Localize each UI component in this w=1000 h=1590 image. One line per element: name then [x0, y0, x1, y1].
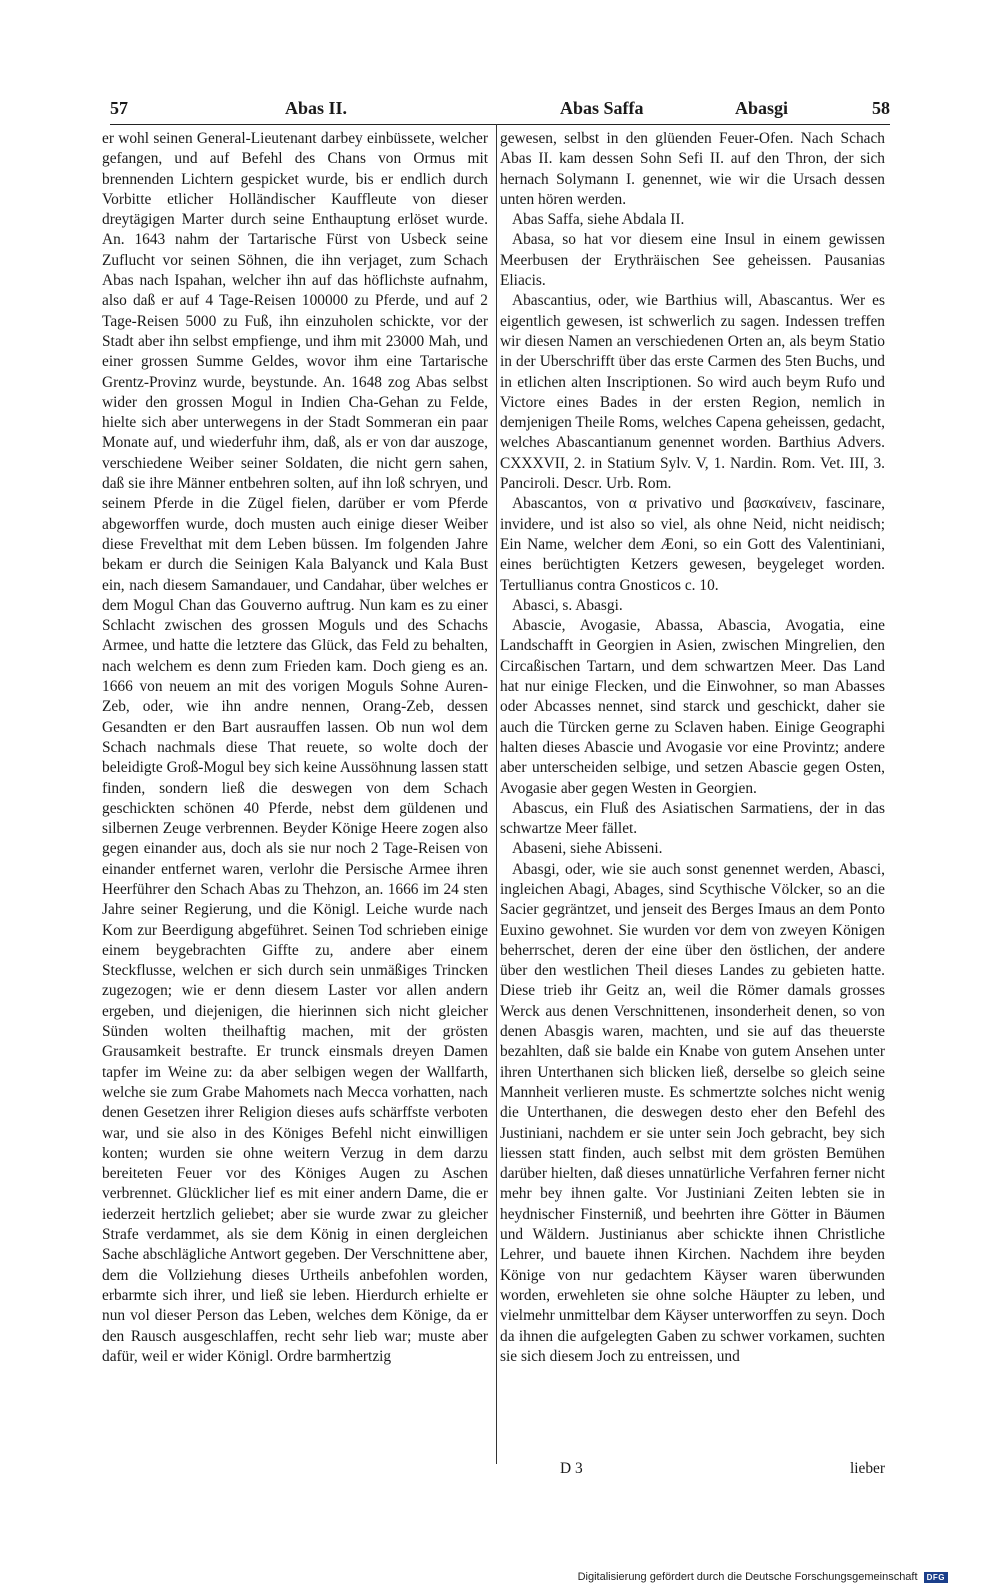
- entry-abaseni: Abaseni, siehe Abisseni.: [512, 840, 663, 858]
- right-column-paragraph: gewesen, selbst in den glüenden Feuer-Ofen. Nach Schach Abas II. kam dessen Sohn Sefi II. auf den Thron, der sich hernach Solymann I. genennet, wie wir die Ursach dessen unten hören werden.: [500, 130, 885, 208]
- running-header: [110, 98, 890, 124]
- entry-abas-saffa: Abas Saffa, siehe Abdala II.: [512, 211, 685, 229]
- column-divider: [496, 124, 497, 1464]
- header-title-center: Abas Saffa: [560, 98, 644, 118]
- entry-abascantos: Abascantos, von α privativo und βασκαίνειν, fascinare, invidere, und ist also so viel, als ohne Neid, nicht neidisch; Ein Name, welcher dem Æoni, so ein Gott des Valentiniani, eines berüchtigten Ketzers gewesen, beygeleget worden. Tertullianus contra Gnosticos c. 10.: [500, 495, 885, 594]
- entry-abasa: Abasa, so hat vor diesem eine Insul in einem gewissen Meerbusen der Erythräischen See geheissen. Pausanias Eliacis.: [500, 231, 885, 290]
- header-title-right: Abasgi: [735, 98, 789, 118]
- page-number-left: 57: [110, 98, 128, 118]
- header-title-left: Abas II.: [285, 98, 348, 118]
- signature-mark: D 3: [560, 1460, 583, 1477]
- dfg-logo: DFG: [924, 1572, 948, 1583]
- left-column-paragraph: er wohl seinen General-Lieutenant darbey einbüssete, welcher gefangen, und auf Befehl des Chans von Ormus mit brennenden Lichtern gespicket wurde, bis er endlich durch Vorbitte etlicher Holländischer Kauffleute von dieser dreytägigen Marter durch seine Enthauptung erlöset wurde. An. 1643 nahm der Tartarische Fürst von Usbeck seine Zuflucht vor seinen Söhnen, die ihn verjaget, zum Schach Abas nach Ispahan, welcher ihn auf das höflichste aufnahm, also daß er auf 4 Tage-Reisen 100000 zu Pferde, und auf 2 Tage-Reisen 5000 zu Fuß, ihn einzuholen schickte, vor der Stadt aber ihn selbst empfienge, und ihm mit 23000 Mah, und einer grossen Summe Geldes, wovor ihm eine Tartarische Grentz-Provinz wurde, beystunde. An. 1648 zog Abas selbst wider den grossen Mogul in Indien Cha-Gehan zu Felde, hielte sich aber unterwegens in der Stadt Sommeran ein paar Monate auf, und wiederfuhr ihm, daß, als er von dar auszoge, verschiedene Weiber seiner Soldaten, die nicht gern sahen, daß sie ihre Männer entbehren solten, auf ihn loß schryen, und seinem Pferde in die Zügel fielen, darüber er vom Pferde abgeworffen wurde, doch musten auch einige dieser Weiber diese Frevelthat mit dem Leben büssen. Im folgenden Jahre bekam er durch die Seinigen Kala Balyanck und Kala Bust ein, nach diesem Samandauer, und Candahar, über welches er dem Mogul Chan das Gouverno auftrug. Nun kam es zu einer Schlacht zwischen des grossen Moguls und des Schachs Armee, und hatte die letztere das Glück, das Feld zu behalten, nach welchem es denn zum Frieden kam. Doch gieng es an. 1666 von neuem an mit des vorigen Moguls Sohne Auren-Zeb, oder, wie ihn andre nennen, Orang-Zeb, dessen Gesandten er den Bart ausrauffen lassen. Ob nun wol dem Schach nachmals diese That reuete, so wolte doch der beleidigte Groß-Mogul bey sich keine Aussöhnung lassen statt finden, sondern ließ die deswegen von dem Schach geschickten schönen 40 Pferde, nebst dem güldenen und silbernen Zeuge verbrennen. Beyder Könige Heere zogen also gegen einander aus, doch als sie nur noch 2 Tage-Reisen von einander entfernet waren, verlohr die Persische Armee ihren Heerführer den Schach Abas zu Thehzon, an. 1666 im 24 sten Jahre seiner Regierung, und die Königl. Leiche wurde nach Kom zur Beerdigung abgeführet. Seinen Tod schrieben einige einem beygebrachten Giffte zu, andere aber einem Steckflusse, welchen er sich durch sein unmäßiges Trincken zugezogen; wie er denn diesem Laster vor allen andern ergeben, und diejenigen, die hierinnen sich nicht gleicher Sünden wolten theilhaftig machen, mit der grösten Grausamkeit bestrafte. Er trunck einsmals dreyen Damen tapfer im Weine zu: da aber selbigen wegen der Wallfarth, welche sie zum Grabe Mahomets nach Mecca vorhatten, nach denen Gesetzen ihrer Religion dieses aufs schärffste verboten war, und sie also in des Königes Befehl nicht einwilligen konten; wurden sie ohne weitern Verzug in dem darzu bereiteten Feuer vor des Königes Augen zu Aschen verbrennet. Glücklicher lief es mit einer andern Dame, die er iederzeit hertzlich geliebet; aber sie wurde zwar zu gleicher Strafe verdammet, als sie dem König in einen dergleichen Sache abschlägliche Antwort gegeben. Der Verschnittene aber, dem die Vollziehung dieses Urtheils anbefohlen worden, erbarmte sich ihrer, und ließ sie leben. Hierdurch erhielte er nun vol dieser Person das Leben, welches dem Könige, da er den Rausch ausgeschlaffen, recht sehr lieb war; muste aber dafür, weil er wider Königl. Ordre barmhertzig: [102, 130, 488, 1365]
- entry-abasgi: Abasgi, oder, wie sie auch sonst genennet werden, Abasci, ingleichen Abagi, Abages, sind Scythische Völcker, so an die Sacier gegräntzet, und jenseit des Berges Imaus an dem Ponto Euxino gewohnet. Sie wurden vor dem von zweyen Königen beherrschet, deren der eine über den östlichen, der andere über den westlichen Theil dieses Landes zu gebieten hatte. Diese trieb ihr Geitz an, weil die Römer damals grosses Werck aus denen Verschnittenen, insonderheit denen, so von denen Abasgis waren, machten, und sie auf das theuerste bezahlten, daß sie balde ein Knabe von gutem Ansehen unter ihren Unterthanen sich blicken ließ, derselbe so gleich seine Mannheit verlieren muste. Es schmertzte solches nicht wenig die Unterthanen, die deswegen desto eher den Befehl des Justiniani, nachdem er sie unter sein Joch gebracht, bey sich liessen statt finden, auch selbst mit dem grösten Bemühen darüber hielten, daß dieses unnatürliche Verfahren ferner nicht mehr bey ihnen galte. Vor Justiniani Zeiten lebten sie in heydnischer Finsterniß, und beehrten ihre Götter in Bäumen und Wäldern. Justinianus aber schickte ihnen Christliche Lehrer, und bauete ihnen Kirchen. Nachdem ihre beyden Könige von nur gedachtem Käyser waren überwunden worden, erwehleten sie ohne solche Häupter zu leben, und vielmehr unmittelbar dem Käyser unterworffen zu seyn. Doch da ihnen die aufgelegten Gaben zu schwer vorkamen, suchten sie sich diesem Joch zu entreissen, und: [500, 860, 885, 1365]
- catchword: lieber: [849, 1460, 885, 1477]
- header-rule: [110, 124, 890, 125]
- entry-abascus: Abascus, ein Fluß des Asiatischen Sarmatiens, der in das schwartze Meer fället.: [500, 799, 885, 838]
- credit-text: Digitalisierung gefördert durch die Deutsche Forschungsgemeinschaft: [577, 1571, 918, 1583]
- right-column: [500, 129, 885, 1367]
- entry-abasci: Abasci, s. Abasgi.: [512, 596, 623, 614]
- entry-abascie: Abascie, Avogasie, Abassa, Abascia, Avogatia, eine Landschafft in Georgien in Asien, zwischen Mingrelien, den Circaßischen Tartarn, und dem schwartzen Meer. Das Land hat nur einige Flecken, und die Einwohner, so man Abasses oder Abcasses nennet, sind starck und geschickt, daher sie auch die Türcken gerne zu Sclaven haben. Einige Geographi halten dieses Abascie und Avogasie vor eine Provintz; andere aber unterscheiden selbige, und setzen Abascie gegen Osten, Avogasie aber gegen Westen in Georgien.: [500, 617, 885, 797]
- digitization-credit: [578, 1571, 948, 1583]
- entry-abascantius: Abascantius, oder, wie Barthius will, Abascantus. Wer es eigentlich gewesen, ist schwerlich zu sagen. Indessen treffen wir diesen Namen an verschiedenen Orten an, als beym Statio in der Uberschrifft über das erste Carmen des 5ten Buchs, und in etlichen alten Inscriptionen. So wird auch beym Rufo und Victore eines Bades in der ersten Region, nemlich in demjenigen Theile Roms, welches Capena geheissen, gedacht, welches Abascantianum genennet worden. Barthius Advers. CXXXVII, 2. in Statium Sylv. V, 1. Nardin. Rom. Vet. III, 3. Panciroli. Descr. Urb. Rom.: [500, 292, 885, 493]
- left-column: [102, 129, 488, 1367]
- page-number-right: 58: [872, 98, 890, 118]
- page-footer: [500, 1460, 885, 1482]
